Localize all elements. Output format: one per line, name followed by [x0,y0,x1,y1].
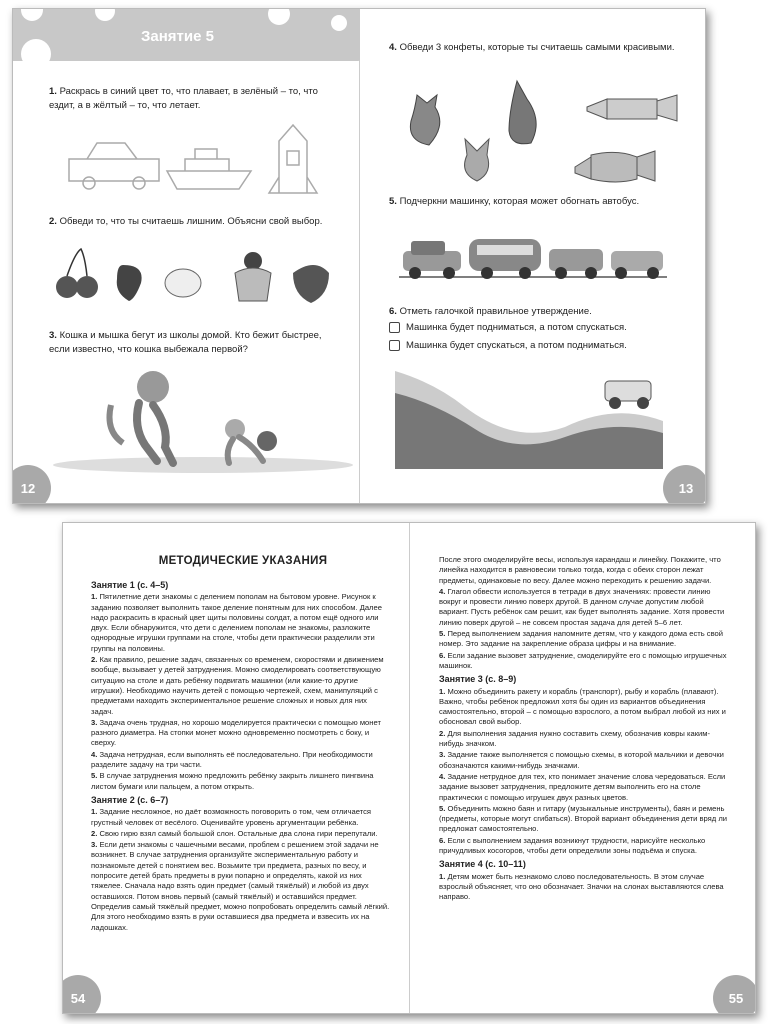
instruction-text: Задание нетрудное для тех, кто понимает значение слова чередоваться. Если задание вызовет затруднения, предложите детям выполнить его на столе практически с помощью игрушек двух разных цветов. [439,771,726,802]
page-gutter [409,523,410,1013]
instruction-text: После этого смоделируйте весы, используя карандаш и линейку. Покажите, что линейка находится в равновесии только тогда, когда с обеих сторон лежат предметы, одинаковые по весу. Далее можно переходить к решению задачи. [439,555,721,585]
instruction-text: Задание несложное, но даёт возможность поговорить о том, чем отличается грустный человек от весёлого. Оценивайте уровень аргументации ребёнка. [91,807,371,827]
task-number: 4. [389,42,397,53]
decor-dot [331,15,347,31]
instruction-paragraph [439,555,729,586]
instruction-text: Как правило, решение задач, связанных со временем, скоростями и движением вообще, вызывает у детей затруднения. Можно смоделировать соответствующую ситуацию на столе и дать ребёнку подвигать машинки (или какие-то другие игрушки). Необходимо научить детей с помощью чертежей, схем, манипуляций с предметами находить экспериментальное решение сложных и новых для них задач. [91,655,384,716]
workbook-spread [12,8,706,504]
page-number-right: 55 [713,975,756,1014]
item-number: 4. [91,749,98,759]
task-number: 6. [389,306,397,317]
task-number: 1. [49,86,57,97]
page-number-left: 54 [62,975,101,1014]
item-number: 1. [439,686,446,696]
instruction-paragraph [439,772,729,803]
item-number: 2. [91,655,98,665]
lesson-heading: Занятие 3 (с. 8–9) [439,674,517,685]
transport-outlines-image [63,117,323,199]
item-number: 5. [439,629,446,639]
task-number: 2. [49,216,57,227]
instruction-text: В случае затруднения можно предложить ребёнку закрыть лишнего пингвина листом бумаги или пальцем, а потом открыть. [91,771,374,791]
task-5 [389,195,679,209]
cars-and-bus-image [399,227,667,281]
instruction-paragraph [439,750,729,771]
statement-2[interactable] [389,340,627,351]
statement-text: Машинка будет спускаться, а потом подниматься. [406,340,627,351]
instruction-paragraph [439,804,729,835]
item-number: 4. [439,586,446,596]
instruction-paragraph [439,651,729,672]
task-text: Отметь галочкой правильное утверждение. [399,306,592,317]
lesson-title: Занятие 5 [141,28,214,45]
task-text: Подчеркни машинку, которая может обогнать автобус. [399,196,640,207]
lesson-heading: Занятие 1 (с. 4–5) [91,580,169,590]
instructions-column-right [439,555,729,904]
instruction-text: Если дети знакомы с чашечными весами, проблем с решением этой задачи не возникнет. В случае затруднения организуйте экспериментальную работу и познакомьте детей с понятием вес. Возьмите три предмета, разных по весу, и попросите детей брать предметы в руки попарно и определять, какой из них тяжелее. Сначала надо взять один предмет (самый тяжёлый) и любой из двух оставшихся. Потом вновь первый (самый тяжёлый) и оставшийся предмет. Определив самый тяжёлый предмет, можно попробовать определить самый лёгкий. Для этого необходимо взять в руки оставшиеся два предмета и взвесить их на ладошках. [91,840,390,932]
instruction-paragraph [91,807,391,828]
checkbox[interactable] [389,322,400,333]
instructions-column-left [91,577,391,934]
candies-image [397,81,687,191]
item-number: 2. [91,828,98,838]
instruction-paragraph [91,655,391,717]
methodical-spread [62,522,756,1014]
item-number: 6. [439,650,446,660]
fruits-image [53,243,343,305]
decor-dot [21,39,51,69]
page-number-right: 13 [663,465,706,504]
task-2 [49,215,349,229]
instruction-paragraph [91,750,391,771]
statement-1[interactable] [389,322,627,333]
checkbox[interactable] [389,340,400,351]
section-title: МЕТОДИЧЕСКИЕ УКАЗАНИЯ [158,555,328,567]
instruction-text: Глагол обвести используется в тетради в двух значениях: провести линию вокруг и провести линию поверх другой. В данном случае допустим любой вариант. Пусть ребёнок сам решит, как будет выполнять задание. Хотя провести линию поверх другой – не совсем простая задача для детей 5–6 лет. [439,586,725,627]
item-number: 2. [439,728,446,738]
item-number: 1. [91,592,98,602]
page-number-left: 12 [12,465,51,504]
task-1 [49,85,339,113]
task-number: 3. [49,330,57,341]
task-number: 5. [389,196,397,207]
instruction-text: Задача нетрудная, если выполнять её последовательно. При необходимости разделите задачу на три части. [91,749,373,770]
cat-and-mouse-image [53,365,353,475]
instruction-paragraph [91,840,391,933]
statement-text: Машинка будет подниматься, а потом спускаться. [406,322,627,333]
instruction-text: Задача очень трудная, но хорошо моделируется практически с помощью монет разного диаметра. На стопки монет можно одновременно посмотреть с боку, и сверху. [91,717,381,748]
item-number: 3. [91,840,98,850]
lesson-banner [13,9,360,61]
instruction-paragraph [439,836,729,857]
lesson-heading: Занятие 2 (с. 6–7) [91,794,169,805]
page-gutter [359,9,360,503]
item-number: 5. [91,771,98,781]
instruction-text: Задание также выполняется с помощью схемы, в которой мальчики и девочки обозначаются какими-нибудь значками. [439,750,724,770]
instruction-text: Пятилетние дети знакомы с делением пополам на бытовом уровне. Рисунок к заданию позволяет выполнить такое деление понятным для них способом. Далее надо раскрасить в красный цвет щиты половины солдат, а потом ещё одного или двух. Если обнаружится, что дети с делением пополам не знакомы, разложите однородные игрушки группами на столе, чтобы дети практически разделили эти группы на половины. [91,592,382,653]
task-text: Обведи 3 конфеты, которые ты считаешь самыми красивыми. [399,42,675,53]
task-text: Кошка и мышка бегут из школы домой. Кто бежит быстрее, если известно, что кошка выбежала первой? [49,330,322,355]
decor-dot [268,8,290,25]
instruction-text: Для выполнения задания нужно составить схему, обозначив ковры каким-нибудь значком. [439,728,711,749]
task-text: Раскрась в синий цвет то, что плавает, в зелёный – то, что ездит, а в жёлтый – то, что летает. [49,86,318,111]
instruction-text: Если задание вызовет затруднение, смоделируйте его с помощью игрушечных машинок. [439,650,727,670]
instruction-paragraph [91,718,391,749]
lesson-heading: Занятие 4 (с. 10–11) [439,859,526,870]
decor-dot [95,8,115,21]
instruction-text: Можно объединить ракету и корабль (транспорт), рыбу и корабль (плавают). Важно, чтобы ребёнок предложил хотя бы один из вариантов объединения самостоятельно, второй – с помощью взрослого, а потом выбрал любой из них и обосновал свой выбор. [439,686,726,727]
item-number: 1. [91,807,98,817]
item-number: 3. [91,717,98,727]
instruction-paragraph [91,771,391,792]
task-4 [389,41,679,55]
instruction-text: Перед выполнением задания напомните детям, что у каждого дома есть свой номер. Это задание на закрепление образа цифры и на внимание. [439,629,724,649]
instruction-text: Детям может быть незнакомо слово последовательность. В этом случае взрослый объясняет, что оно обозначает. Значки на слонах выставляются слева направо. [439,871,724,902]
instruction-paragraph [91,592,391,654]
instruction-text: Если с выполнением задания возникнут трудности, нарисуйте несколько причудливых косогоров, чтобы дети определили зоны подъёма и спуска. [439,835,706,856]
instruction-paragraph [439,587,729,628]
instruction-paragraph [439,872,729,903]
instruction-paragraph [439,729,729,750]
task-3 [49,329,345,357]
item-number: 3. [439,750,446,760]
hill-road-image [395,363,663,469]
item-number: 1. [439,871,446,881]
instruction-paragraph [439,629,729,650]
instruction-text: Свою гирю взял самый большой слон. Остальные два слона гири перепутали. [99,828,378,838]
decor-dot [21,8,43,21]
instruction-paragraph [439,687,729,728]
task-text: Обведи то, что ты считаешь лишним. Объясни свой выбор. [59,216,323,227]
instruction-text: Объединить можно баян и гитару (музыкальные инструменты), баян и ремень (предметы, которые могут сгибаться). Второй вариант объединения дети вряд ли предложат самостоятельно. [439,803,727,834]
item-number: 5. [439,803,446,813]
item-number: 4. [439,771,446,781]
item-number: 6. [439,835,446,845]
task-6 [389,305,679,319]
instruction-paragraph [91,829,391,839]
